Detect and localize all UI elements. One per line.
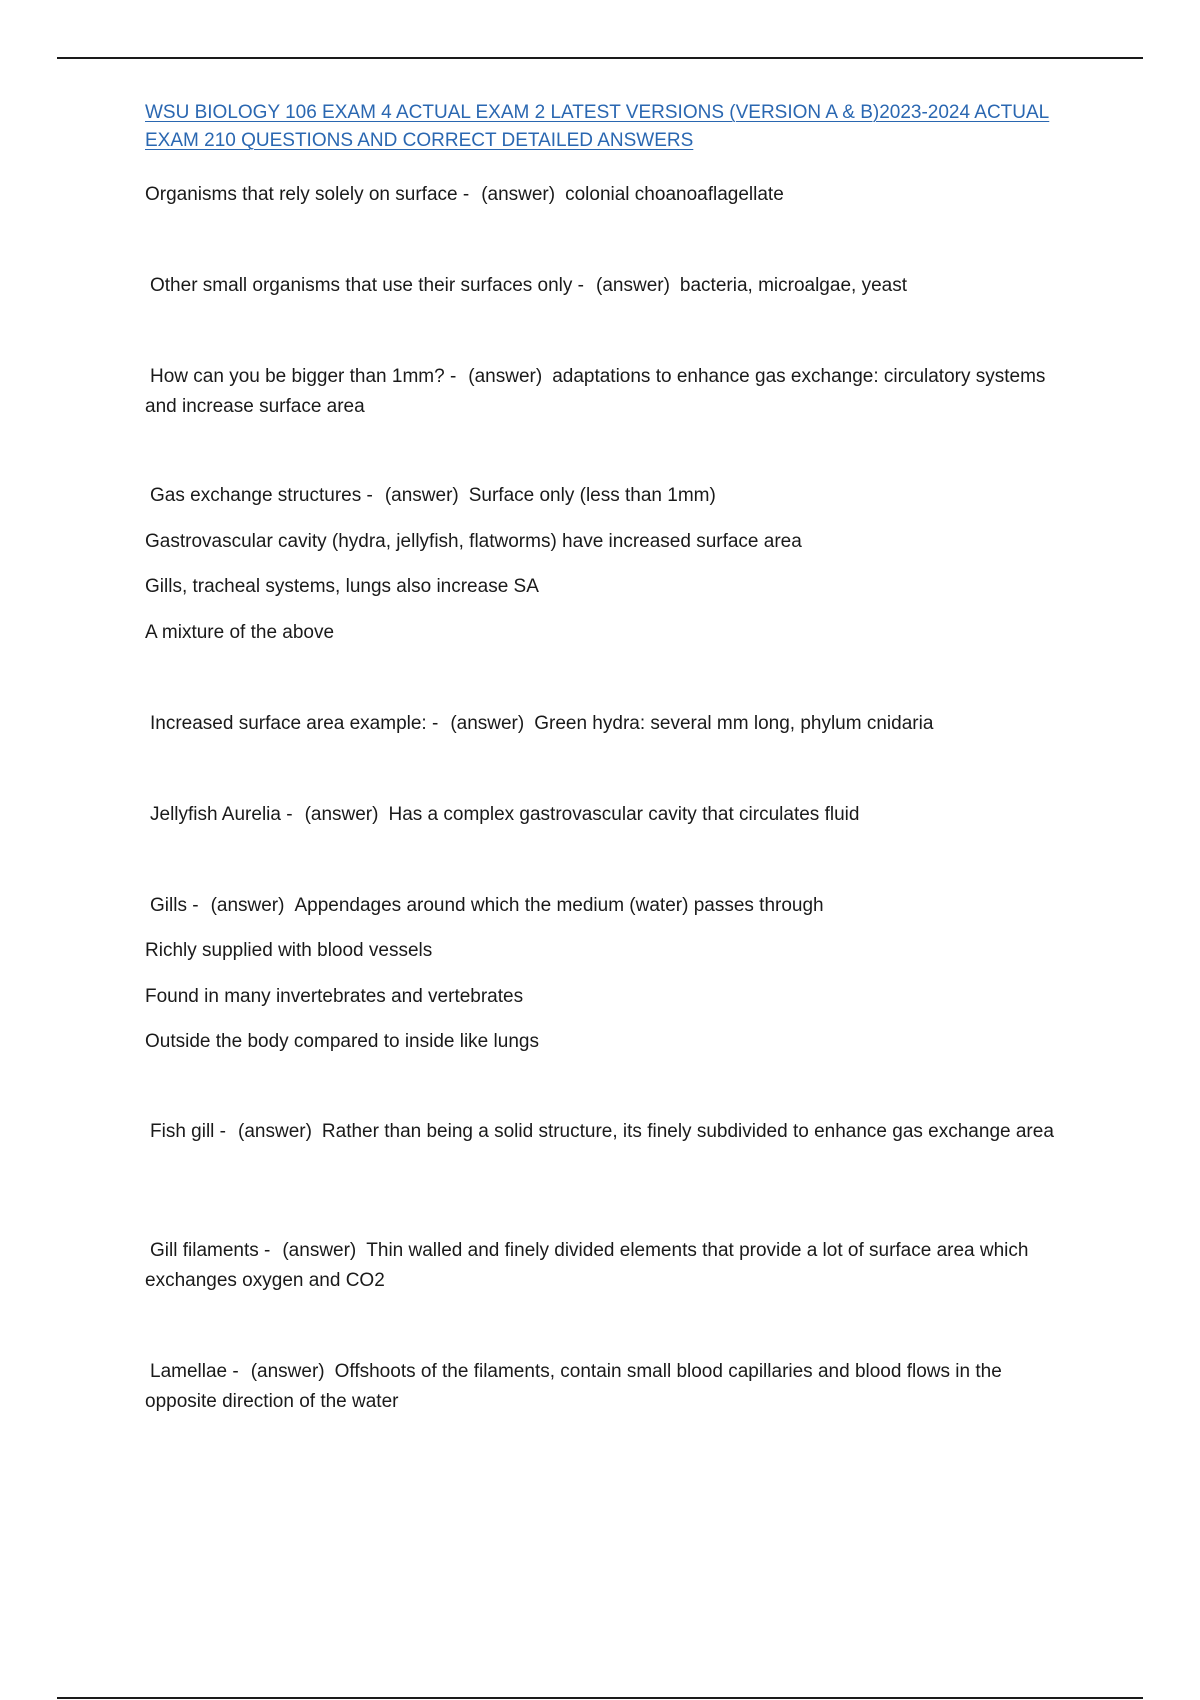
- answer-tag: (answer): [468, 366, 543, 387]
- answer-tag: (answer): [250, 1361, 325, 1382]
- answer-continuation: Outside the body compared to inside like lungs: [145, 1031, 539, 1052]
- qa-entry: [145, 362, 1075, 422]
- question-text: Organisms that rely solely on surface -: [145, 184, 470, 205]
- qa-entry: [145, 800, 1080, 830]
- answer-tag: (answer): [238, 1121, 312, 1142]
- question-text: How can you be bigger than 1mm? -: [150, 366, 457, 387]
- document-title[interactable]: WSU BIOLOGY 106 EXAM 4 ACTUAL EXAM 2 LATEST VERSIONS (VERSION A & B)2023-2024 ACTUAL EXAM 210 QUESTIONS AND CORRECT DETAILED ANSWERS: [145, 102, 1050, 151]
- answer-text: Surface only (less than 1mm): [468, 485, 716, 506]
- qa-entry: [145, 271, 1080, 301]
- qa-entry: [145, 481, 1080, 511]
- answer-tag: (answer): [481, 184, 556, 205]
- answer-continuation: Gastrovascular cavity (hydra, jellyfish, flatworms) have increased surface area: [145, 531, 802, 552]
- qa-entry: [145, 891, 1080, 921]
- question-text: Gills -: [150, 895, 199, 916]
- answer-text: Thin walled and finely divided elements that provide a lot of surface area which exchanges oxygen and CO2: [145, 1240, 1029, 1291]
- qa-entry: [145, 1236, 1075, 1296]
- answer-tag: (answer): [384, 485, 459, 506]
- answer-tag: (answer): [282, 1240, 357, 1261]
- answer-text: Green hydra: several mm long, phylum cnidaria: [534, 713, 934, 734]
- answer-continuation: Gills, tracheal systems, lungs also increase SA: [145, 576, 539, 597]
- answer-tag: (answer): [210, 895, 285, 916]
- question-text: Other small organisms that use their surfaces only -: [150, 275, 585, 296]
- answer-text: bacteria, microalgae, yeast: [679, 275, 907, 296]
- question-text: Gill filaments -: [150, 1240, 271, 1261]
- top-rule: [57, 57, 1143, 59]
- question-text: Jellyfish Aurelia -: [150, 804, 293, 825]
- question-text: Increased surface area example: -: [150, 713, 439, 734]
- answer-text: colonial choanoaflagellate: [565, 184, 784, 205]
- answer-text: adaptations to enhance gas exchange: circulatory systems and increase surface area: [145, 366, 1046, 417]
- answer-text: Rather than being a solid structure, its finely subdivided to enhance gas exchange area: [321, 1121, 1054, 1142]
- answer-continuation: Found in many invertebrates and vertebrates: [145, 986, 524, 1007]
- question-text: Fish gill -: [150, 1121, 227, 1142]
- answer-tag: (answer): [450, 713, 525, 734]
- answer-text: Has a complex gastrovascular cavity that circulates fluid: [388, 804, 860, 825]
- bottom-rule: [57, 1697, 1143, 1699]
- qa-entry: [145, 180, 1075, 210]
- qa-entry: [145, 709, 1080, 739]
- answer-tag: (answer): [596, 275, 670, 296]
- answer-tag: (answer): [304, 804, 379, 825]
- qa-entry: [145, 1117, 1075, 1147]
- qa-entry: [145, 1357, 1075, 1417]
- answer-continuation: Richly supplied with blood vessels: [145, 940, 433, 961]
- answer-continuation: A mixture of the above: [145, 622, 335, 643]
- answer-text: Appendages around which the medium (water) passes through: [294, 895, 824, 916]
- question-text: Lamellae -: [150, 1361, 239, 1382]
- question-text: Gas exchange structures -: [150, 485, 373, 506]
- answer-text: Offshoots of the filaments, contain small blood capillaries and blood flows in the opposite direction of the water: [145, 1361, 1002, 1412]
